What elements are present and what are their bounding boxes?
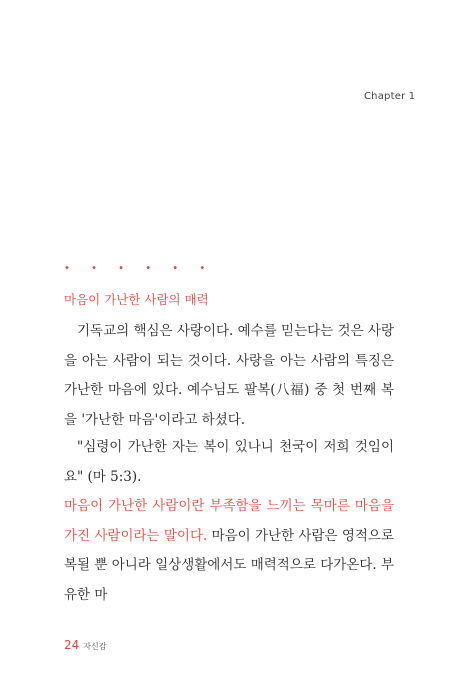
body-paragraph-3 [64,492,394,610]
body-paragraph-quote: "심령이 가난한 자는 복이 있나니 천국이 저희 것임이요" (마 5:3). [64,439,394,485]
body-paragraph-1: 기독교의 핵심은 사랑이다. 예수를 믿는다는 것은 사랑을 아는 사람이 되는 것이다. 사랑을 아는 사람의 특징은 가난한 마음에 있다. 예수님도 팔복(八福) 중 첫 번째 복을 '가난한 마음'이라고 하셨다. [64,323,394,428]
book-title: 자신감 [83,642,107,651]
section-ornament: • • • • • • [64,263,215,274]
highlighted-sentence: 마음이 가난한 사람이란 부족함을 느끼는 목마른 마음을 가진 사람이라는 말이다. [64,498,394,544]
chapter-label: Chapter 1 [364,91,416,102]
section-title: 마음이 가난한 사람의 매력 [64,292,209,307]
page-footer [64,634,106,653]
page-number: 24 [64,638,80,652]
paragraph-continuation: 마음이 가난한 사람은 영적으로 복될 뿐 아니라 일상생활에서도 매력적으로 다가온다. 부유한 마 [64,527,394,603]
